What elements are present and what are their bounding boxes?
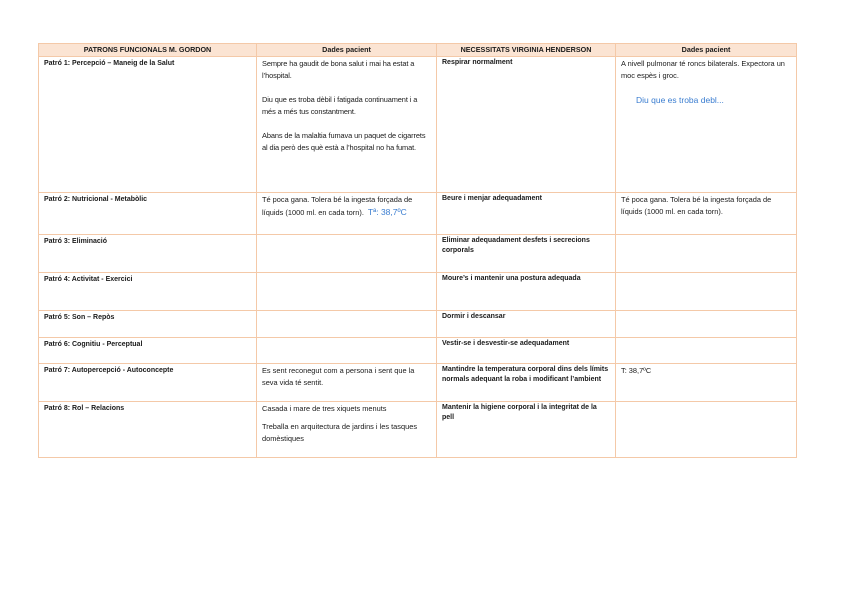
patient-data-text: Té poca gana. Tolera bé la ingesta forçada de líquids (1000 ml. en cada torn). <box>262 195 413 217</box>
patient-data-cell <box>616 311 797 338</box>
pattern-cell: Patró 8: Rol – Relacions <box>39 402 257 458</box>
patient-data-text: Casada i mare de tres xiquets menuts <box>262 404 387 413</box>
need-cell: Mantindre la temperatura corporal dins dels límits normals adequant la roba i modificant l’ambient <box>437 364 616 402</box>
table-row <box>39 235 797 273</box>
patient-data-cell <box>257 235 437 273</box>
pattern-cell: Patró 7: Autopercepció - Autoconcepte <box>39 364 257 402</box>
care-assessment-table <box>38 43 797 458</box>
patient-data-cell <box>616 402 797 458</box>
pattern-cell: Patró 4: Activitat - Exercici <box>39 273 257 311</box>
header-henderson-needs: NECESSITATS VIRGINIA HENDERSON <box>437 44 616 57</box>
table-row <box>39 311 797 338</box>
patient-data-cell <box>257 311 437 338</box>
need-cell: Vestir-se i desvestir-se adequadament <box>437 338 616 364</box>
patient-data-text: Es sent reconegut com a persona i sent que la seva vida té sentit. <box>262 366 415 387</box>
patient-data-cell <box>616 273 797 311</box>
table-row <box>39 338 797 364</box>
patient-data-cell <box>616 235 797 273</box>
pattern-cell: Patró 6: Cognitiu - Perceptual <box>39 338 257 364</box>
patient-data-cell <box>616 364 797 402</box>
need-cell: Eliminar adequadament desfets i secrecions corporals <box>437 235 616 273</box>
need-cell: Dormir i descansar <box>437 311 616 338</box>
document-page <box>38 43 796 458</box>
pattern-cell: Patró 1: Percepció – Maneig de la Salut <box>39 57 257 193</box>
patient-data-cell <box>257 402 437 458</box>
table-row <box>39 364 797 402</box>
table-row <box>39 57 797 193</box>
need-cell: Moure’s i mantenir una postura adequada <box>437 273 616 311</box>
patient-data-text: Sempre ha gaudit de bona salut i mai ha estat a l’hospital. <box>262 59 415 80</box>
pattern-cell: Patró 5: Son – Repòs <box>39 311 257 338</box>
patient-data-text: A nivell pulmonar té roncs bilaterals. Expectora un moc espès i groc. <box>621 59 785 80</box>
need-cell: Beure i menjar adequadament <box>437 193 616 235</box>
patient-data-text: Treballa en arquitectura de jardins i les tasques domèstiques <box>262 422 418 443</box>
patient-data-text: Diu que es troba dèbil i fatigada continuament i a més a més tus constantment. <box>262 95 418 116</box>
comment-note[interactable]: Diu que es troba debl... <box>636 95 724 105</box>
patient-data-cell <box>616 338 797 364</box>
patient-data-text: T: 38,7ºC <box>621 366 652 375</box>
patient-data-cell <box>257 193 437 235</box>
need-cell: Respirar normalment <box>437 57 616 193</box>
patient-data-cell <box>257 364 437 402</box>
patient-data-cell <box>616 57 797 193</box>
table-row <box>39 273 797 311</box>
patient-data-text: Abans de la malaltia fumava un paquet de cigarrets al dia però des què està a l’hospital no ha fumat. <box>262 131 426 152</box>
patient-data-cell <box>257 338 437 364</box>
table-row <box>39 402 797 458</box>
patient-data-cell <box>257 57 437 193</box>
patient-data-cell <box>257 273 437 311</box>
pattern-cell: Patró 3: Eliminació <box>39 235 257 273</box>
header-gordon-patterns: PATRONS FUNCIONALS M. GORDON <box>39 44 257 57</box>
pattern-cell: Patró 2: Nutricional - Metabòlic <box>39 193 257 235</box>
patient-data-text: Té poca gana. Tolera bé la ingesta forçada de líquids (1000 ml. en cada torn). <box>621 195 772 216</box>
table-row <box>39 193 797 235</box>
comment-note[interactable]: Tª: 38,7ºC <box>367 207 407 217</box>
patient-data-cell <box>616 193 797 235</box>
table-header-row <box>39 44 797 57</box>
header-patient-data-2: Dades pacient <box>616 44 797 57</box>
need-cell: Mantenir la higiene corporal i la integritat de la pell <box>437 402 616 458</box>
header-patient-data-1: Dades pacient <box>257 44 437 57</box>
